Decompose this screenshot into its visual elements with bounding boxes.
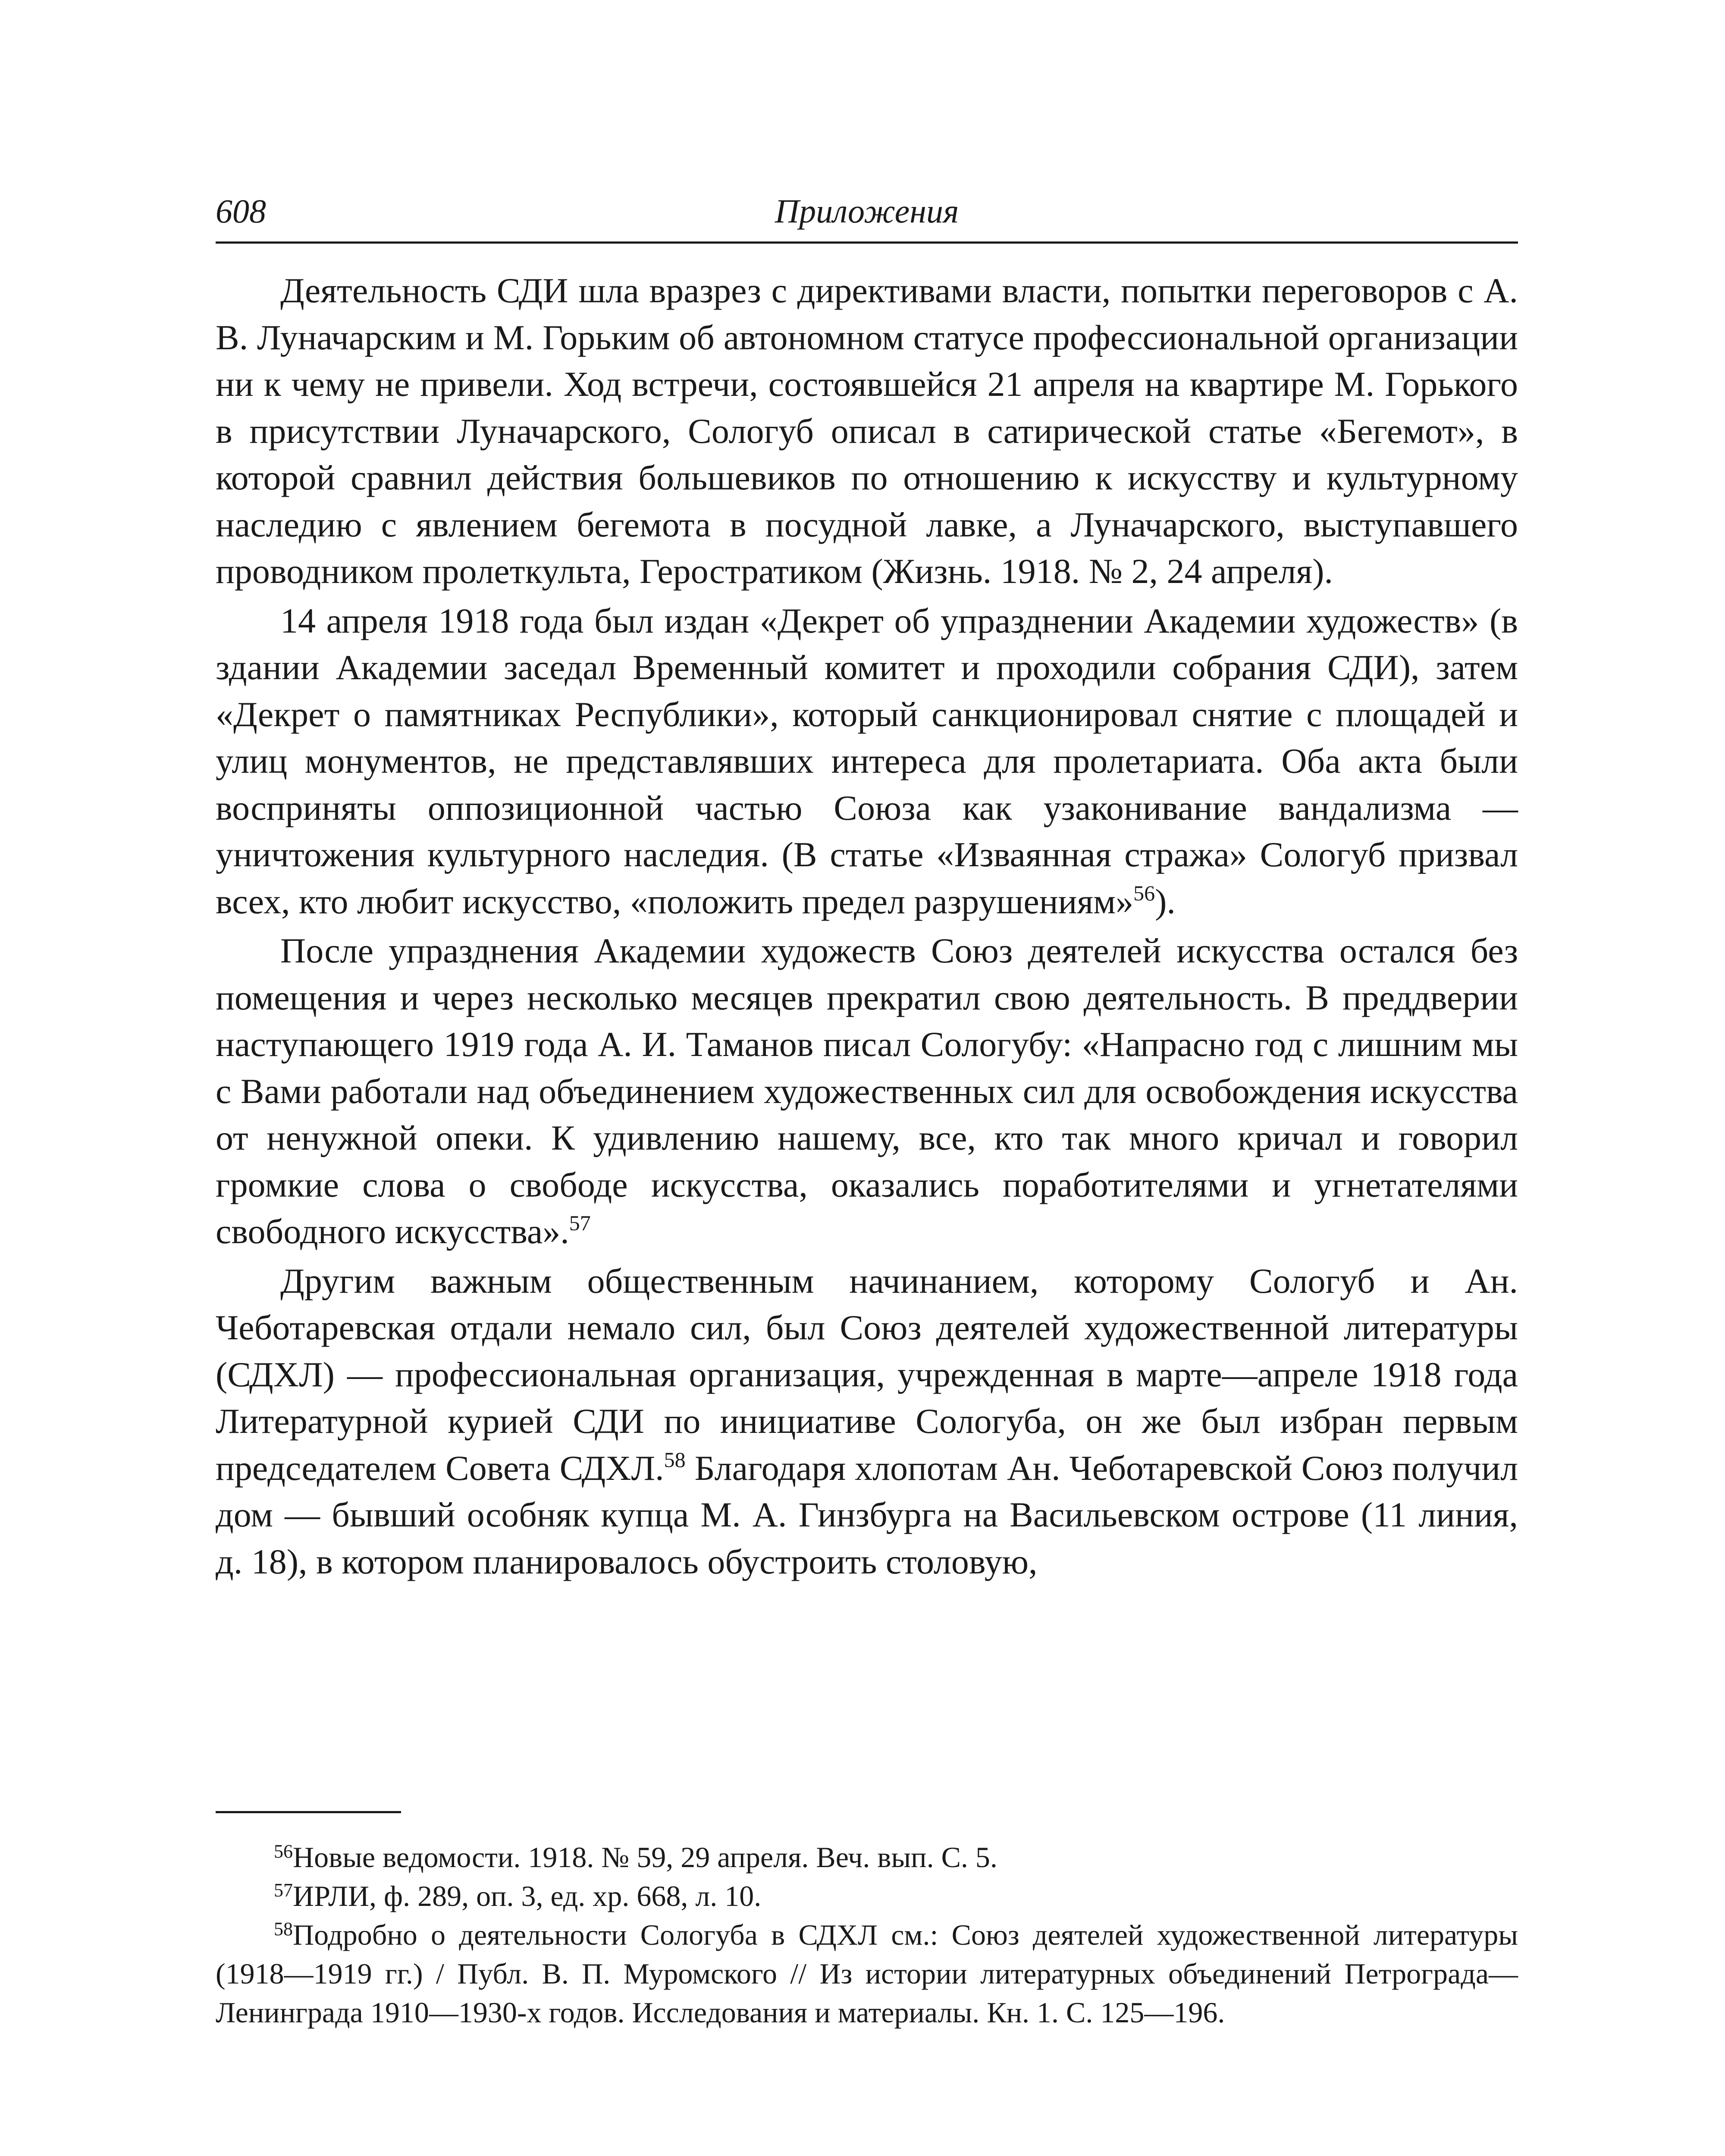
- footnote-divider: [216, 1811, 401, 1813]
- paragraph-4-text-b: Благодаря хлопотам Ан. Чеботаревской Союз получил дом — бывший особняк купца М. А. Гинзбурга на Васильевском острове (11 линия, д. 18), в котором планировалось обустроить столовую,: [216, 1448, 1518, 1581]
- footnote-ref-58[interactable]: 58: [664, 1447, 686, 1472]
- footnote-number: 57: [274, 1880, 293, 1901]
- paragraph-4-text-a: Другим важным общественным начинанием, которому Сологуб и Ан. Чеботаревская отдали немало сил, был Союз деятелей художественной литературы (СДХЛ) — профессиональная организация, учрежденная в марте—апреле 1918 года Литературной курией СДИ по инициативе Сологуба, он же был избран первым председателем Совета СДХЛ.: [216, 1261, 1518, 1488]
- paragraph-3-text: После упразднения Академии художеств Союз деятелей искусства остался без помещения и через несколько месяцев прекратил свою деятельность. В преддверии наступающего 1919 года А. И. Таманов писал Сологубу: «Напрасно год с лишним мы с Вами работали над объединением художественных сил для освобождения искусства от ненужной опеки. К удивлению нашему, все, кто так много кричал и говорил громкие слова о свободе искусства, оказались поработителями и угнетателями свободного искусства».: [216, 931, 1518, 1251]
- footnote-text: Новые ведомости. 1918. № 59, 29 апреля. Веч. вып. С. 5.: [293, 1841, 997, 1874]
- footnote-58: [216, 1915, 1518, 2032]
- page-number: 608: [216, 192, 266, 230]
- footnote-number: 58: [274, 1918, 293, 1940]
- paragraph-4: [216, 1258, 1518, 1586]
- footnote-number: 56: [274, 1841, 293, 1862]
- footnote-text: Подробно о деятельности Сологуба в СДХЛ см.: Союз деятелей художественной литературы (1918—1919 гг.) / Публ. В. П. Муромского // Из истории литературных объединений Петрограда—Ленинграда 1910—1930-х годов. Исследования и материалы. Кн. 1. С. 125—196.: [216, 1918, 1518, 2029]
- paragraph-2: [216, 598, 1518, 925]
- footnote-57: [216, 1877, 1518, 1915]
- section-title: Приложения: [775, 192, 959, 230]
- footnotes: [216, 1838, 1518, 2032]
- paragraph-2-tail: ).: [1155, 881, 1176, 921]
- footnote-56: [216, 1838, 1518, 1877]
- paragraph-2-text: 14 апреля 1918 года был издан «Декрет об упразднении Академии художеств» (в здании Академии заседал Временный комитет и проходили собрания СДИ), затем «Декрет о памятниках Республики», который санкционировал снятие с площадей и улиц монументов, не представлявших интереса для пролетариата. Оба акта были восприняты оппозиционной частью Союза как узаконивание вандализма — уничтожения культурного наследия. (В статье «Изваянная стража» Сологуб призвал всех, кто любит искусство, «положить предел разрушениям»: [216, 601, 1518, 921]
- paragraph-1: Деятельность СДИ шла вразрез с директивами власти, попытки переговоров с А. В. Луначарским и М. Горьким об автономном статусе профессиональной организации ни к чему не привели. Ход встречи, состоявшейся 21 апреля на квартире М. Горького в присутствии Луначарского, Сологуб описал в сатирической статье «Бегемот», в которой сравнил действия большевиков по отношению к искусству и культурному наследию с явлением бегемота в посудной лавке, а Луначарского, выступавшего проводником пролеткульта, Геростратиком (Жизнь. 1918. № 2, 24 апреля).: [216, 271, 1518, 591]
- footnote-ref-57[interactable]: 57: [569, 1211, 591, 1235]
- footnote-text: ИРЛИ, ф. 289, оп. 3, ед. хр. 668, л. 10.: [293, 1880, 762, 1912]
- running-head: [216, 183, 1518, 244]
- body-text: [216, 267, 1518, 1588]
- footnote-ref-56[interactable]: 56: [1133, 881, 1155, 905]
- paragraph-3: [216, 928, 1518, 1255]
